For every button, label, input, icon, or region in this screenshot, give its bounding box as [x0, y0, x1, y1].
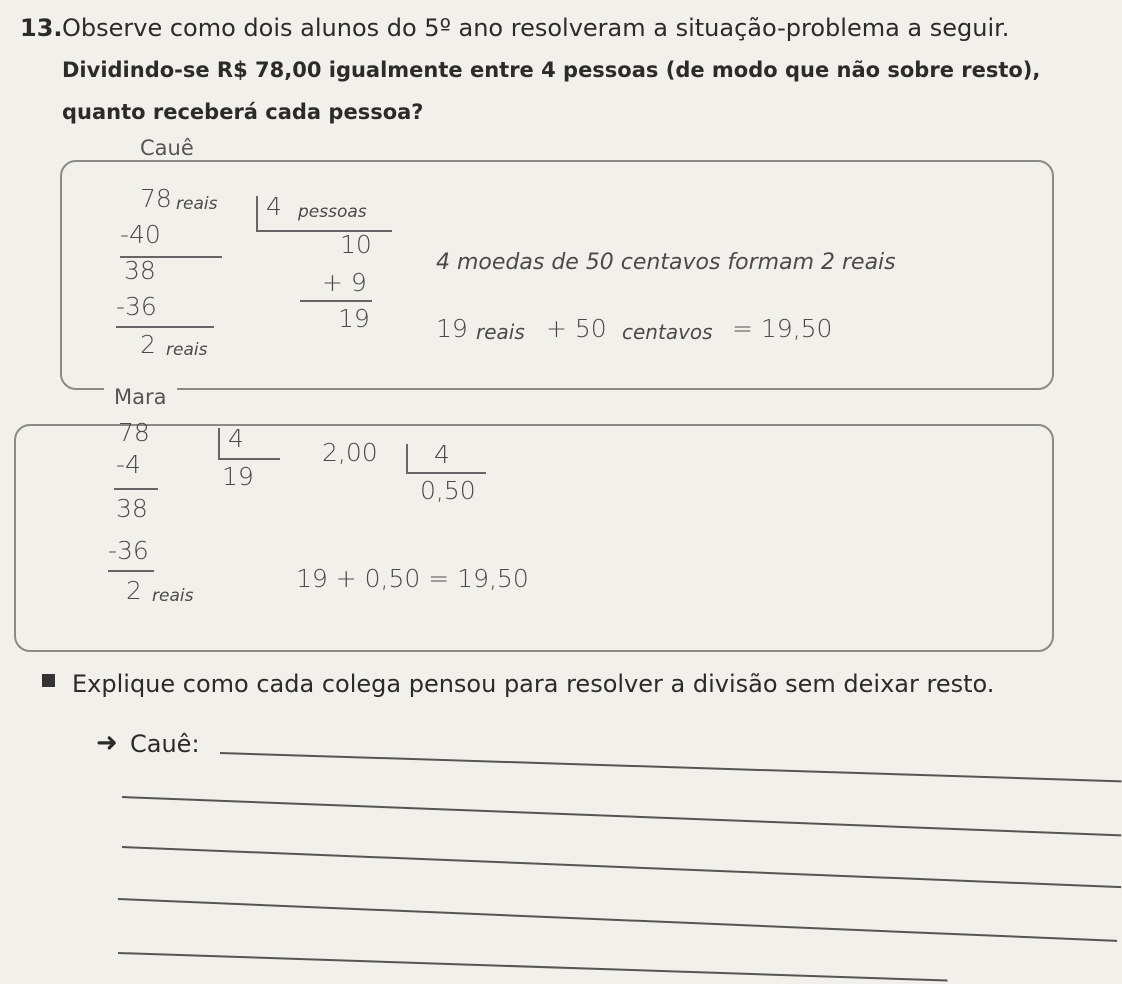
- caue-quotient-total: 19: [338, 304, 370, 333]
- mara-remainder-unit: reais: [152, 586, 194, 606]
- caue-division-bracket-vertical: [256, 196, 258, 230]
- caue-divisor-unit: pessoas: [298, 202, 367, 222]
- caue-dividend: 78: [140, 184, 172, 213]
- caue-step1-subtrahend: -40: [120, 220, 161, 249]
- mara-name-label: Mara: [104, 385, 177, 409]
- arrow-right-icon: ➜: [96, 728, 118, 758]
- caue-note-reais-unit: reais: [476, 320, 525, 344]
- mara-div2-dividend: 2,00: [322, 438, 378, 467]
- answer-line-2[interactable]: [122, 796, 1121, 836]
- mara-division-bracket-vertical: [218, 428, 220, 458]
- caue-note-cents-unit: centavos: [622, 320, 713, 344]
- caue-name-label: Cauê: [130, 136, 204, 160]
- answer-line-5[interactable]: [118, 952, 948, 981]
- mara-div2-divisor: 4: [434, 440, 450, 469]
- caue-note-coins: 4 moedas de 50 centavos formam 2 reais: [436, 250, 896, 275]
- caue-step1-remainder: 38: [124, 256, 156, 285]
- caue-quotient-partial2: + 9: [322, 268, 367, 297]
- problem-statement-line2: quanto receberá cada pessoa?: [62, 100, 424, 124]
- mara-dividend: 78: [118, 418, 150, 447]
- answer-line-1[interactable]: [220, 752, 1122, 782]
- caue-divisor: 4: [266, 192, 282, 221]
- mara-step1-line: [114, 488, 158, 490]
- caue-step2-line: [116, 326, 214, 328]
- mara-step2-line: [108, 570, 154, 572]
- answer-line-4[interactable]: [118, 898, 1117, 941]
- mara-divisor: 4: [228, 424, 244, 453]
- caue-remainder-unit: reais: [166, 340, 208, 360]
- mara-quotient: 19: [222, 462, 254, 491]
- mara-remainder: 2: [126, 576, 142, 605]
- mara-step2-subtrahend: -36: [108, 536, 149, 565]
- caue-step2-subtrahend: -36: [116, 292, 157, 321]
- problem-statement-line1: Dividindo-se R$ 78,00 igualmente entre 4 pessoas (de modo que não sobre resto),: [62, 58, 1041, 82]
- mara-div2-bracket-vertical: [406, 444, 408, 472]
- caue-note-result: = 19,50: [732, 314, 833, 343]
- mara-division-bracket-horizontal: [218, 458, 280, 460]
- mara-solution-box: [14, 424, 1054, 652]
- square-bullet-icon: [42, 674, 55, 687]
- mara-div2-quotient: 0,50: [420, 476, 476, 505]
- mara-div2-bracket-horizontal: [406, 472, 486, 474]
- caue-remainder: 2: [140, 330, 156, 359]
- caue-note-reais-value: 19: [436, 314, 468, 343]
- mara-sum: 19 + 0,50 = 19,50: [296, 564, 529, 593]
- mara-step1-remainder: 38: [116, 494, 148, 523]
- caue-quotient-sum-line: [300, 300, 372, 302]
- caue-quotient-partial1: 10: [340, 230, 372, 259]
- mara-step1-subtrahend: -4: [116, 450, 141, 479]
- caue-dividend-unit: reais: [176, 194, 218, 214]
- task-prompt: Explique como cada colega pensou para resolver a divisão sem deixar resto.: [72, 670, 995, 698]
- caue-answer-label: Cauê:: [130, 730, 200, 758]
- question-title: Observe como dois alunos do 5º ano resolveram a situação-problema a seguir.: [62, 14, 1010, 42]
- question-number: 13.: [20, 14, 63, 42]
- answer-line-3[interactable]: [122, 846, 1121, 888]
- caue-note-cents-value: + 50: [546, 314, 607, 343]
